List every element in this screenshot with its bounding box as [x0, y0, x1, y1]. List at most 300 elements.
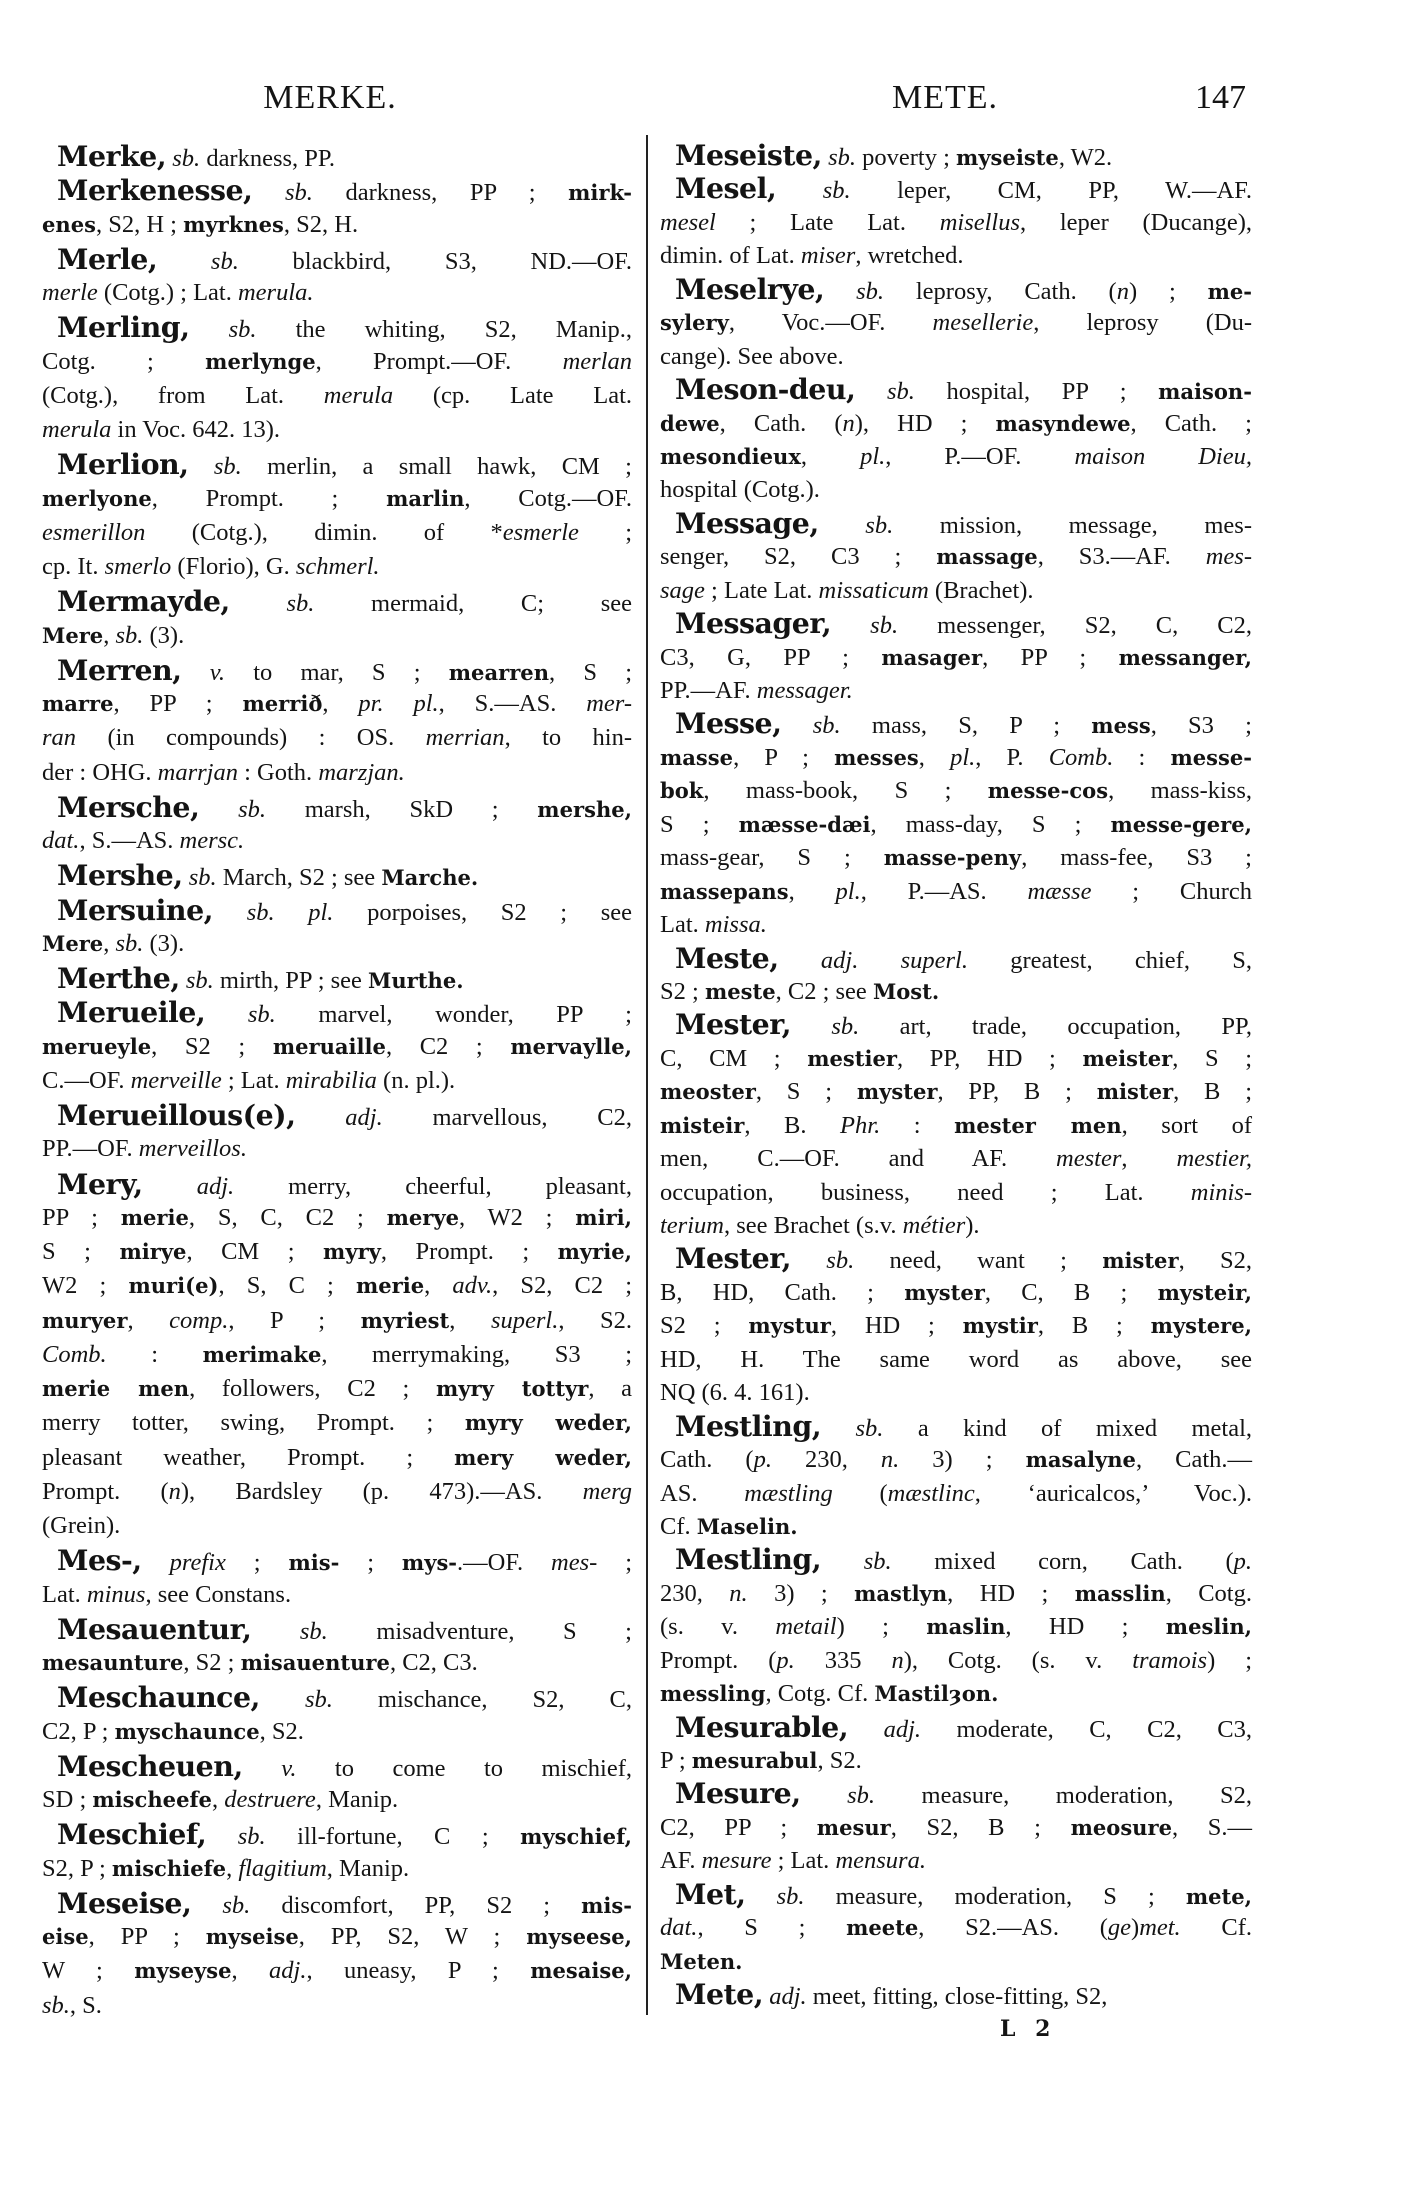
entry-line [660, 1376, 1252, 1409]
bold-form: misteir [660, 1112, 745, 1138]
text: , [1121, 1145, 1177, 1173]
text: (n. pl.). [376, 1066, 456, 1094]
italic-text: tramois [1132, 1646, 1208, 1674]
headword: Mester, [675, 1241, 791, 1276]
entry-line [42, 1030, 632, 1064]
bold-form: mys- [401, 1550, 458, 1576]
bold-form: myster [904, 1279, 985, 1305]
text: merry, cheerful, pleasant, [234, 1172, 632, 1200]
text: mixed corn, Cath. ( [891, 1548, 1234, 1576]
headword: Messe, [675, 706, 782, 741]
text: , Cotg. [1165, 1579, 1252, 1607]
text: (Grein). [42, 1512, 121, 1539]
text: , P ; [228, 1306, 361, 1334]
text: , B ; [1037, 1312, 1151, 1340]
italic-text: sb. [855, 378, 915, 406]
bold-form: mischeefe [92, 1787, 212, 1812]
text: to mar, S ; [224, 658, 449, 686]
text: , followers, C2 ; [189, 1375, 436, 1402]
text: , S2 ; [183, 1649, 241, 1676]
text: S ; [660, 810, 739, 838]
text: 230, [771, 1446, 881, 1474]
entry-line [660, 407, 1252, 440]
bold-form: merrið [242, 691, 323, 716]
text: , [211, 1786, 225, 1813]
bold-form: myry tottyr [435, 1376, 589, 1401]
italic-text: mersc. [179, 827, 245, 854]
bold-form: Maselin. [696, 1513, 798, 1539]
italic-text: sb. [791, 1247, 855, 1275]
bold-form: marlin [386, 485, 465, 511]
text: , Cath. ; [1130, 409, 1252, 437]
text: (s. v. [660, 1613, 776, 1641]
entry-line [42, 721, 632, 755]
bold-form: maslin [926, 1614, 1006, 1640]
entry-line [42, 1338, 632, 1372]
bold-form: messe- [1170, 744, 1252, 770]
entry-line [42, 927, 632, 961]
italic-text: sb. [821, 1548, 892, 1576]
italic-text: Comb. [42, 1340, 107, 1368]
entry-line [42, 516, 632, 550]
entry-line [660, 1042, 1252, 1075]
text: , [918, 743, 951, 771]
italic-text: missa. [704, 911, 767, 939]
italic-text: Phr. [840, 1111, 881, 1139]
italic-text: sb. [182, 864, 217, 892]
text: need, want ; [854, 1247, 1103, 1275]
bold-form: myster [856, 1079, 938, 1105]
italic-text: comp. [169, 1306, 229, 1334]
headword: Mesel, [675, 171, 777, 206]
text: , W2. [1058, 144, 1113, 171]
bold-form: merueyle [42, 1033, 152, 1059]
bold-form: meruaille [272, 1033, 386, 1059]
italic-text: sb. [205, 1001, 276, 1029]
entry-line [660, 975, 1252, 1008]
text: Prompt. ( [42, 1477, 169, 1505]
entry-line [42, 1269, 632, 1303]
text: P ; [660, 1747, 692, 1774]
bold-form: mis- [288, 1550, 340, 1576]
entry-first-line [660, 1242, 1252, 1275]
text: , P. [975, 743, 1049, 771]
bold-form: masyndewe [995, 410, 1131, 436]
text: , S2, B ; [890, 1813, 1071, 1841]
text: ; Late Lat. [715, 208, 940, 236]
text: der : OHG. [42, 758, 158, 786]
bold-form: muryer [42, 1307, 128, 1333]
text: W ; [42, 1957, 135, 1985]
text: merlin, a small hawk, CM ; [241, 453, 632, 481]
italic-text: sb. [251, 1617, 328, 1645]
entry-line [660, 641, 1252, 674]
text: , HD ; [830, 1312, 963, 1340]
entry-line [660, 1343, 1252, 1376]
bold-form: bok [660, 778, 704, 804]
italic-text: mester [1056, 1145, 1122, 1173]
entry-line [42, 1578, 632, 1612]
entry-first-line [42, 1098, 632, 1132]
entry-line [42, 1852, 632, 1886]
text: PP.—AF. [660, 677, 757, 704]
text: ) [1131, 1914, 1140, 1942]
text: mischance, S2, C, [332, 1686, 632, 1714]
italic-text: sb. [831, 612, 899, 640]
entry-line [42, 1372, 632, 1406]
italic-text: pl. [835, 877, 861, 905]
text: Prompt. ( [660, 1646, 777, 1674]
bold-form: masalyne [1025, 1447, 1136, 1473]
text: , mass-kiss, [1108, 777, 1252, 805]
entry-line [660, 1309, 1252, 1342]
text: , [226, 1854, 239, 1882]
headword: Merkenesse, [57, 173, 253, 208]
entry-line [660, 841, 1252, 874]
headword: Mersuine, [57, 892, 214, 927]
italic-text: destruere [224, 1786, 316, 1813]
bold-form: mershe, [537, 796, 632, 822]
entry-first-line [42, 1886, 632, 1920]
entry-line [42, 619, 632, 653]
text: , [449, 1306, 491, 1334]
italic-text: adj. superl. [778, 946, 968, 974]
text: to come to mischief, [296, 1754, 632, 1782]
italic-text: adj. [269, 1957, 307, 1985]
text: 230, [660, 1579, 730, 1607]
italic-text: n [168, 1477, 181, 1505]
bold-form: mæsse-dæi [738, 811, 871, 837]
text: , Prompt. ; [380, 1238, 558, 1265]
bold-form: mervaylle, [510, 1033, 632, 1059]
text: , S2. [817, 1747, 862, 1774]
text: greatest, chief, S, [967, 946, 1252, 974]
entry-first-line [660, 1878, 1252, 1911]
entry-first-line [660, 1543, 1252, 1576]
entry-line [660, 1811, 1252, 1844]
text: , [127, 1306, 170, 1334]
bold-form: mery weder, [454, 1444, 632, 1470]
text: moderate, C, C2, C3, [921, 1715, 1253, 1743]
text: , S2, H ; [95, 210, 184, 238]
bold-form: mesaise, [530, 1958, 633, 1984]
text: hospital, PP ; [914, 378, 1159, 406]
text: the whiting, S2, Manip., [256, 316, 632, 344]
bold-form: mesaunture [42, 1650, 184, 1675]
text: pleasant weather, Prompt. ; [42, 1443, 455, 1471]
italic-text: n. [880, 1446, 900, 1474]
italic-text: miser [800, 242, 856, 270]
italic-text: minus [86, 1580, 146, 1608]
text: , S.—AS. [438, 690, 587, 717]
entry-first-line [42, 584, 632, 618]
entry-line [660, 473, 1252, 506]
headword: Merren, [57, 652, 182, 687]
text: meet, fitting, close-fitting, S2, [806, 1983, 1108, 2011]
text: ill-fortune, C ; [265, 1823, 521, 1851]
entry-first-line [42, 653, 632, 687]
text: C2, PP ; [660, 1813, 817, 1841]
italic-text: n. [729, 1579, 748, 1607]
text: (3). [143, 621, 185, 649]
entry-first-line [42, 139, 632, 173]
text: ). [965, 1212, 980, 1239]
entry-first-line [660, 607, 1252, 640]
italic-text: mesel [660, 208, 716, 236]
text: , [103, 621, 116, 649]
text: , mass-fee, S3 ; [1021, 844, 1252, 872]
bold-form: myry [323, 1239, 381, 1264]
bold-form: masse [660, 744, 734, 770]
italic-text: maison Dieu, [1074, 442, 1252, 470]
text: ( [832, 1479, 888, 1507]
entry-line [660, 440, 1252, 473]
entry-first-line [660, 273, 1252, 306]
italic-text: sb. [157, 247, 239, 275]
text: : Goth. [238, 758, 319, 786]
italic-text: sb. [42, 1991, 70, 2019]
text: , S2 ; [151, 1032, 273, 1060]
italic-text: merula [42, 416, 112, 443]
entry-line [42, 1132, 632, 1166]
text: , W2 ; [459, 1203, 576, 1231]
entry-line [660, 1911, 1252, 1944]
entry-line [660, 1844, 1252, 1877]
bold-form: messes [834, 744, 919, 770]
text: : [106, 1340, 203, 1368]
text: messenger, S2, C, C2, [898, 612, 1252, 640]
headword: Merling, [57, 310, 190, 345]
text: dimin. of Lat. [660, 242, 801, 270]
italic-text: sb. [776, 177, 851, 205]
text: hospital (Cotg.). [660, 476, 820, 504]
text: , S, C ; [218, 1272, 356, 1300]
italic-text: sb. [199, 795, 267, 823]
text: , S3.—AF. [1037, 543, 1206, 571]
entry-line [42, 413, 632, 447]
bold-form: meslin, [1165, 1614, 1252, 1640]
text: , S2. [259, 1717, 304, 1745]
italic-text: v. [181, 658, 225, 686]
entry-line [660, 808, 1252, 841]
headword: Meschief, [57, 1817, 207, 1852]
bold-form: meoster [660, 1079, 756, 1105]
italic-text: sb. [781, 712, 841, 740]
entry-first-line [42, 858, 632, 892]
italic-text: mes- [1205, 543, 1252, 571]
text: , C2 ; [385, 1032, 511, 1060]
text: 3) ; [899, 1446, 1026, 1474]
text: marsh, SkD ; [266, 795, 538, 823]
running-head-right: METE. [891, 79, 999, 116]
italic-text: marzjan. [318, 758, 405, 786]
entry-line [660, 1677, 1252, 1710]
entry-first-line [660, 1711, 1252, 1744]
headword: Mestling, [675, 1408, 822, 1443]
text: ) ; [836, 1613, 927, 1641]
entry-line [660, 908, 1252, 941]
entry-line [42, 1509, 632, 1543]
text: Cath. ( [660, 1446, 754, 1474]
headword: Mermayde, [57, 584, 230, 619]
text: , C, B ; [984, 1278, 1158, 1306]
text: , merrymaking, S3 ; [321, 1340, 633, 1368]
italic-text: merlan [562, 347, 632, 375]
headword: Mester, [675, 1007, 791, 1042]
italic-text: mirabilia [285, 1066, 377, 1094]
bold-form: misauenture [240, 1650, 390, 1675]
text: measure, moderation, S ; [804, 1882, 1186, 1910]
entry-line [42, 1954, 632, 1988]
entry-line [42, 1406, 632, 1440]
text: darkness, PP. [200, 145, 335, 172]
bold-form: mischiefe [111, 1855, 227, 1881]
text: , PP ; [982, 643, 1119, 671]
bold-form: massepans [660, 878, 789, 904]
bold-form: Most. [872, 978, 940, 1004]
italic-text: pl. [950, 743, 976, 771]
entry-line [42, 276, 632, 310]
italic-text: mesellerie [932, 309, 1034, 337]
text: : [1113, 743, 1171, 771]
text: , S ; [549, 658, 632, 686]
bold-form: Mastilȝon. [874, 1681, 999, 1707]
text: , [788, 877, 836, 905]
bold-form: muri(e) [128, 1273, 219, 1299]
text: ) ; [1128, 277, 1208, 305]
headword: Merlion, [57, 447, 189, 482]
text: , S.— [1171, 1813, 1252, 1841]
bold-form: meste [704, 978, 776, 1004]
bold-form: mesurabul [691, 1748, 818, 1773]
bold-form: merlynge [205, 348, 316, 374]
bold-form: Mere [42, 622, 104, 648]
headword: Mesure, [675, 1776, 801, 1811]
bold-form: mystur [748, 1313, 831, 1339]
entry-line [42, 550, 632, 584]
bold-form: masse-peny [883, 845, 1022, 871]
bold-form: myseise [205, 1924, 299, 1949]
italic-text: n [842, 409, 855, 437]
text: (in compounds) : OS. [76, 724, 426, 752]
bold-form: miri, [575, 1204, 632, 1230]
italic-text: mensura. [835, 1847, 926, 1875]
text: (Brachet). [928, 576, 1034, 604]
italic-text: n [1116, 277, 1129, 305]
text: , a [588, 1375, 632, 1402]
signature-mark: L 2 [1000, 2016, 1057, 2042]
text: senger, S2, C3 ; [660, 543, 937, 571]
page-number: 147 [1195, 79, 1246, 116]
headword: Mery, [57, 1166, 143, 1201]
text: , HD ; [947, 1579, 1075, 1607]
bold-form: Meten. [660, 1948, 743, 1974]
text: , S ; [1172, 1044, 1252, 1072]
text: , S2.—AS. ( [918, 1914, 1108, 1942]
headword: Mete, [675, 1977, 764, 2012]
text: , mass-day, S ; [870, 810, 1111, 838]
text: Cf. [1180, 1914, 1252, 1942]
text: cange). See above. [660, 342, 844, 370]
text: , B. [744, 1111, 841, 1139]
italic-text: adj. [142, 1172, 235, 1200]
bold-form: myrknes [183, 211, 284, 237]
text: art, trade, occupation, PP, [859, 1013, 1252, 1041]
bold-form: meosure [1070, 1814, 1172, 1840]
italic-text: mes- [551, 1549, 598, 1577]
text: , C2, C3. [389, 1649, 478, 1676]
entry-first-line [42, 961, 632, 995]
italic-text: merula [323, 381, 394, 409]
text: darkness, PP ; [312, 179, 569, 207]
italic-text: merveille [130, 1066, 222, 1094]
entry-line [660, 1644, 1252, 1677]
entry-line [42, 482, 632, 516]
italic-text: mæsse [1027, 877, 1092, 905]
bold-form: messe-cos [987, 778, 1109, 804]
bold-form: merie [120, 1204, 189, 1230]
headword: Mes-, [57, 1543, 142, 1578]
text: measure, moderation, S2, [875, 1782, 1252, 1810]
italic-text: p. [753, 1446, 772, 1474]
text: , [322, 690, 359, 717]
text: , wretched. [855, 242, 964, 270]
text: , Manip. [315, 1786, 399, 1813]
headword: Mescheuen, [57, 1748, 243, 1783]
entry-first-line [42, 447, 632, 481]
headword: Meste, [675, 940, 779, 975]
italic-text: adj. [848, 1715, 922, 1743]
bold-form: mirye [119, 1239, 187, 1264]
text: leprosy, Cath. ( [884, 277, 1117, 305]
text: porpoises, S2 ; see [333, 898, 633, 926]
italic-text: mer- [586, 690, 632, 717]
text: 3) ; [747, 1579, 855, 1607]
italic-text: sb. [800, 1782, 876, 1810]
text: , P.—AS. [860, 877, 1028, 905]
text: , Manip. [326, 1854, 410, 1882]
running-head-left: MERKE. [263, 79, 397, 116]
italic-text: metail [775, 1613, 837, 1641]
bold-form: sylery [660, 310, 729, 336]
headword: Merthe, [57, 961, 180, 995]
entry-line [660, 1276, 1252, 1309]
column-divider [646, 135, 648, 2015]
text: S2 ; [660, 1312, 749, 1340]
bold-form: myseiste [956, 145, 1059, 170]
entry-line [42, 756, 632, 790]
entry-first-line [42, 1543, 632, 1577]
italic-text: minis- [1190, 1178, 1252, 1206]
headword: Mestling, [675, 1542, 822, 1577]
italic-text: sb. [189, 316, 257, 344]
bold-form: mister [1102, 1248, 1179, 1274]
headword: Merueillous(e), [57, 1098, 296, 1132]
entry-first-line [42, 173, 632, 207]
text: S ; [42, 1238, 120, 1265]
entry-first-line [42, 790, 632, 824]
text: , PP ; [88, 1923, 206, 1950]
entry-line [660, 774, 1252, 807]
text: , Cath.— [1135, 1446, 1253, 1474]
entry-line [660, 1510, 1252, 1543]
entry-line [660, 306, 1252, 339]
entry-first-line [42, 310, 632, 344]
bold-form: eise [42, 1924, 89, 1949]
entry-first-line [42, 893, 632, 927]
text: , see Constans. [145, 1580, 292, 1608]
text: Lat. [42, 1580, 87, 1608]
